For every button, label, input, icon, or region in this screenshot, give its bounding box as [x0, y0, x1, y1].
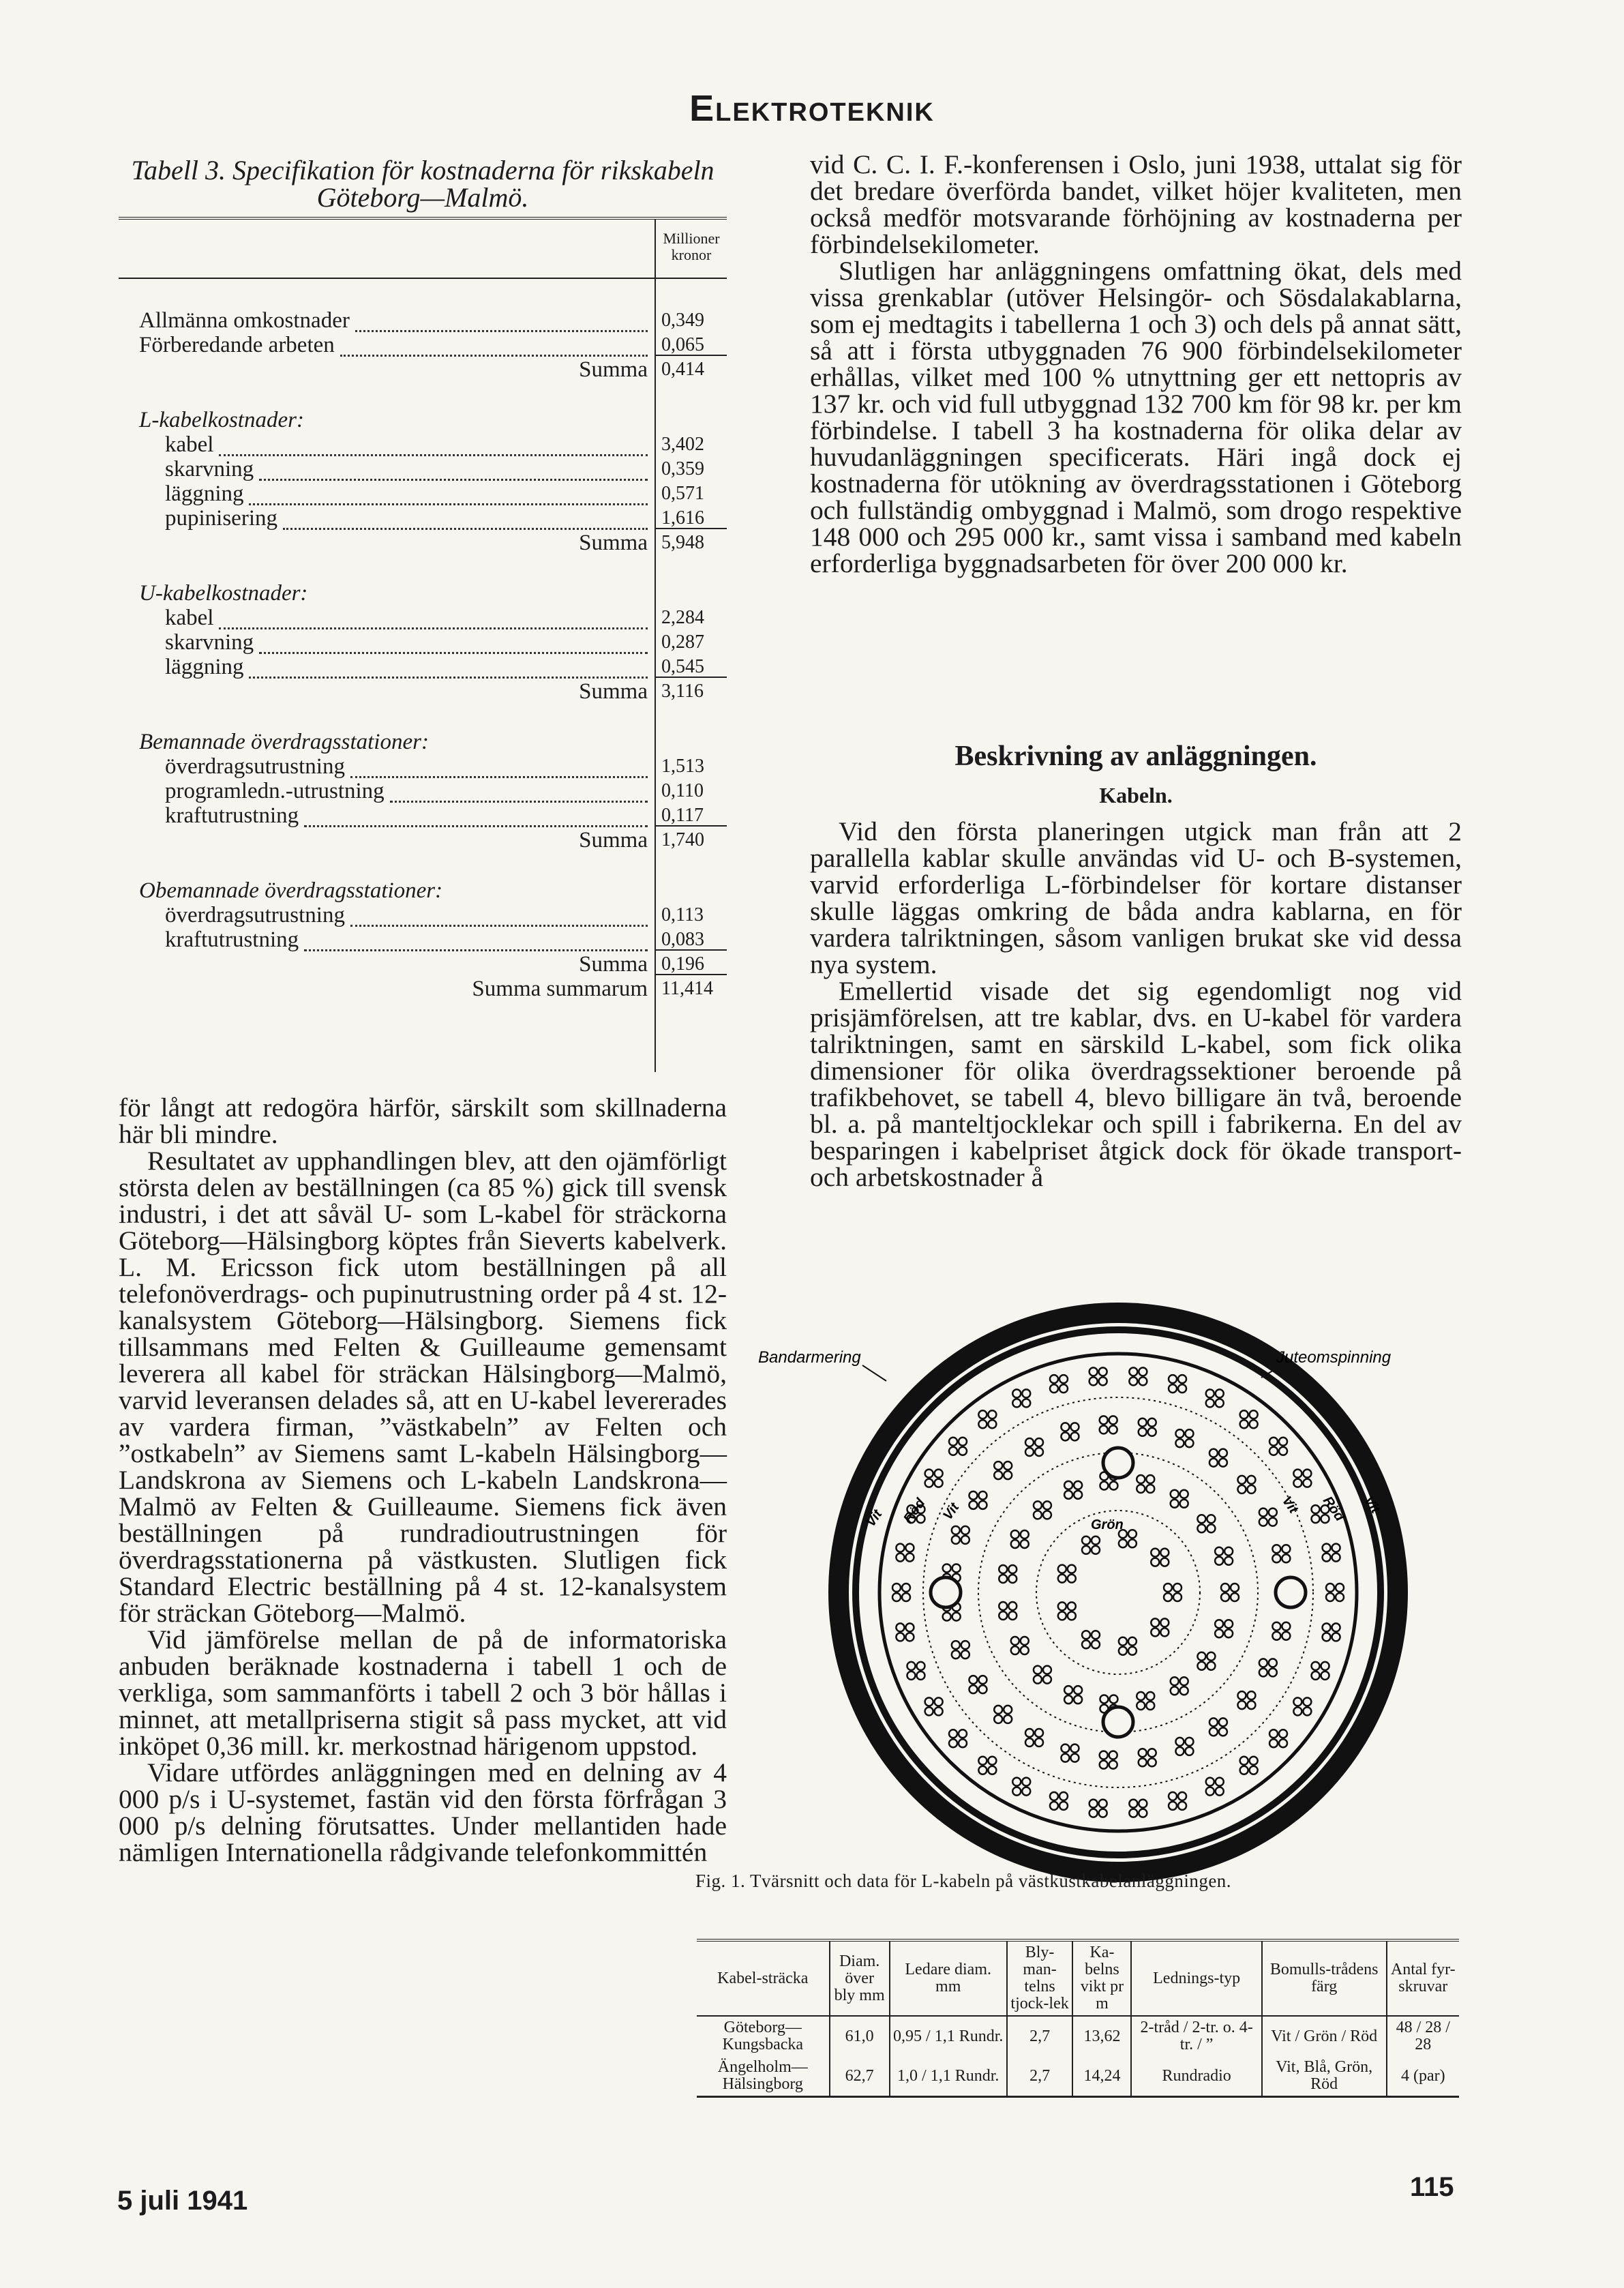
- cost-value: 0,414: [661, 359, 704, 380]
- page-header: Elektroteknik: [689, 88, 935, 129]
- cell-vikt: 14,24: [1072, 2056, 1131, 2097]
- leader-dots: [259, 632, 648, 654]
- cost-row: [119, 927, 727, 952]
- pair-marker-bottom: [1103, 1707, 1133, 1737]
- cost-sum-label: Summa: [579, 952, 648, 977]
- color-label-vit-3: Vit: [1278, 1494, 1302, 1517]
- cost-row: [119, 977, 727, 1001]
- cost-row: [119, 630, 727, 655]
- col-vikt: Ka-belns vikt pr m: [1072, 1940, 1131, 2016]
- col-ledningstyp: Lednings-typ: [1131, 1940, 1261, 2016]
- cell-vikt: 13,62: [1072, 2016, 1131, 2056]
- cable-data-table: [697, 1939, 1459, 2098]
- sum-rule: [655, 825, 727, 827]
- cell-blymantel: 2,7: [1007, 2056, 1073, 2097]
- cost-label: kabel: [165, 432, 214, 457]
- cost-row: [119, 506, 727, 531]
- col-diam: Diam. över bly mm: [830, 1940, 890, 2016]
- footer-page-number: 115: [1410, 2172, 1454, 2202]
- figure-caption: Fig. 1. Tvärsnitt och data för L-kabeln på västkustkabelanläggningen.: [695, 1871, 1232, 1891]
- cable-cross-section-figure: [743, 1289, 1493, 1903]
- cost-table-unit: [657, 231, 725, 263]
- sum-rule: [655, 355, 727, 356]
- cost-label: läggning: [165, 655, 244, 679]
- unit-line2: kronor: [671, 246, 712, 263]
- table-row: [697, 2056, 1459, 2097]
- sum-rule: [655, 677, 727, 678]
- cost-row: [119, 357, 727, 382]
- cost-label: Allmänna omkostnader: [139, 308, 350, 333]
- leader-dots: [390, 780, 648, 803]
- cost-section-label: Bemannade överdragsstationer:: [139, 730, 429, 754]
- pair-marker-right: [1276, 1577, 1306, 1607]
- left-column-text: [119, 1095, 727, 1866]
- cost-row: [119, 457, 727, 481]
- leader-dots: [249, 483, 648, 505]
- right-column-text: [810, 151, 1462, 577]
- cost-label: pupinisering: [165, 506, 277, 531]
- pair-marker-top: [1103, 1448, 1133, 1478]
- color-label-rod-1: Röd: [901, 1496, 929, 1526]
- cost-label: kraftutrustning: [165, 803, 299, 828]
- section-text: [810, 818, 1462, 1191]
- left-paragraph-2: Resultatet av upphandlingen blev, att den ojämförligt största delen av beställningen (ca 85 %) gick till svensk industri, i det att såväl U- som L-kabel för sträckorna Göteborg—Hälsingborg köptes från Sieverts kabelverk. L. M. Ericsson fick utom beställningen på all telefonöverdrags- och pupinutrustning order på 4 st. 12-kanalsystem Göteborg—Hälsingborg. Siemens fick tillsammans med Felten & Guilleaume gemensamt leverera all kabel för sträckan Hälsingborg—Malmö, varvid leveransen delades så, att en U-kabel levererades av vardera firman, ”västkabeln” av Felten och ”ostkabeln” av Siemens samt L-kabeln Hälsingborg—Landskrona av Siemens och L-kabeln Landskrona—Malmö av Felten & Guilleaume. Siemens fick även beställningen på rundradioutrustningen för överdragsstationerna på västkusten. Slutligen fick Standard Electric beställning på 4 st. 12-kanalsystem för sträckan Göteborg—Malmö.: [119, 1146, 727, 1628]
- cost-value: 1,513: [661, 756, 704, 777]
- cost-label: överdragsutrustning: [165, 903, 345, 927]
- label-bandarmering: Bandarmering: [758, 1348, 861, 1367]
- cost-value: 0,196: [661, 953, 704, 975]
- cost-row: [119, 878, 727, 903]
- cost-value: 0,349: [661, 310, 704, 331]
- left-paragraph-3: Vid jämförelse mellan de på de informatoriska anbuden beräknade kostnaderna i tabell 1 och de verkliga, som sammanförts i tabell 2 och 3 bör hållas i minnet, att metallpriserna stigit så pass mycket, att vid inköpet 0,36 mill. kr. merkostnad härigenom uppstod.: [119, 1624, 727, 1761]
- cost-label: läggning: [165, 481, 244, 506]
- cost-value: 0,083: [661, 929, 704, 950]
- cost-value: 0,359: [661, 458, 704, 479]
- cost-value: 0,110: [661, 780, 704, 801]
- cost-row: [119, 730, 727, 754]
- cost-value: 0,113: [661, 904, 704, 925]
- leader-dots: [355, 310, 648, 332]
- cell-ledningstyp: 2-tråd / 2-tr. o. 4-tr. / ”: [1131, 2016, 1261, 2056]
- cost-row: [119, 308, 727, 333]
- cost-row: [119, 606, 727, 630]
- section-paragraph-1: Vid den första planeringen utgick man från att 2 parallella kablar skulle användas vid U- och B-systemen, varvid erforderliga L-förbindelser för kortare distanser skulle läggas omkring de båda andra kablarna, en för vardera talriktningen, såsom vanligen brukat ske vid dessa nya system.: [810, 816, 1462, 979]
- sum-rule: [655, 528, 727, 529]
- left-paragraph-4: Vidare utfördes anläggningen med en delning av 4 000 p/s i U-systemet, fastän vid den första förfrågan 3 000 p/s delning förutsattes. Under mellantiden hade nämligen Internationella rådgivande telefonkommittén: [119, 1757, 727, 1867]
- section-heading: Beskrivning av anläggningen.: [954, 741, 1317, 772]
- cost-value: 0,117: [661, 805, 704, 826]
- color-label-vit-1: Vit: [863, 1506, 886, 1530]
- cost-row: [119, 333, 727, 357]
- leader-dots: [350, 756, 648, 778]
- cost-row: [119, 655, 727, 679]
- section-paragraph-2: Emellertid visade det sig egendomligt nog vid prisjämförelsen, att tre kablar, dvs. en U-kabel för vardera talriktningen, samt en särskild L-kabel, som fick olika dimensioner för olika överdragssektioner beroende på trafikbehovet, se tabell 4, blevo billigare än två, beroende bl. a. på manteltjocklekar och spill i fabrikerna. En del av besparingen i kabelpriset åtgick dock för ökade transport- och arbetskostnader å: [810, 976, 1462, 1192]
- leader-dots: [350, 904, 648, 927]
- cost-table-header: [119, 220, 727, 279]
- cell-ledare: 1,0 / 1,1 Rundr.: [890, 2056, 1007, 2097]
- table-header-row: [697, 1940, 1459, 2016]
- cost-label: kraftutrustning: [165, 927, 299, 952]
- col-ledare: Ledare diam. mm: [890, 1940, 1007, 2016]
- leader-dots: [259, 458, 648, 481]
- cost-row: [119, 903, 727, 927]
- cost-row: [119, 803, 727, 828]
- cost-row: [119, 754, 727, 779]
- cost-value: 0,065: [661, 334, 704, 355]
- cost-section-label: Obemannade överdragsstationer:: [139, 878, 443, 903]
- cell-diam: 61,0: [830, 2016, 890, 2056]
- table-row: [697, 2016, 1459, 2056]
- pair-marker-left: [931, 1577, 961, 1607]
- col-fyrskruvar: Antal fyr-skruvar: [1387, 1940, 1459, 2016]
- left-paragraph-1: för långt att redogöra härför, särskilt som skillnaderna här bli mindre.: [119, 1093, 727, 1149]
- label-juteomspinning: Juteomspinning: [1276, 1348, 1392, 1367]
- cost-value: 1,740: [661, 829, 704, 850]
- cell-fyrskruvar: 4 (par): [1387, 2056, 1459, 2097]
- color-label-rod-2: Röd: [1319, 1494, 1348, 1524]
- cost-value: 3,402: [661, 434, 704, 455]
- cell-strecka: Göteborg—Kungsbacka: [722, 2019, 804, 2053]
- sum-rule: [655, 949, 727, 951]
- cost-row: [119, 481, 727, 506]
- leader-dots: [249, 656, 648, 679]
- leader-dots: [304, 805, 648, 827]
- cost-label: skarvning: [165, 630, 254, 655]
- section-subheading: Kabeln.: [1099, 783, 1173, 807]
- cost-sum-label: Summa: [579, 679, 648, 704]
- cell-ledningstyp: Rundradio: [1131, 2056, 1261, 2097]
- cost-row: [119, 432, 727, 457]
- cost-row: [119, 679, 727, 704]
- cost-label: kabel: [165, 606, 214, 630]
- cost-row: [119, 779, 727, 803]
- table3-caption: [95, 157, 750, 211]
- table3-caption-line2: Göteborg—Malmö.: [316, 182, 529, 213]
- cost-value: 1,616: [661, 507, 704, 529]
- cost-section-label: L-kabelkostnader:: [139, 408, 304, 432]
- right-paragraph-2: Slutligen har anläggningens omfattning ökat, dels med vissa grenkablar (utöver Helsingör- och Sösdalakablarna, som ej medtagits i tabellerna 1 och 3) och dels på annat sätt, så att i första utbyggnaden 76 900 förbindelsekilometer erhållas, vilket med 100 % utnyttning ger ett nettopris av 137 kr. och vid full utbyggnad 132 700 km för 98 kr. per km förbindelse. I tabell 3 ha kostnaderna för olika delar av huvudanläggningen specificerats. Häri ingå dock ej kostnaderna för utökning av överdragsstationen i Göteborg och fullständig ombyggnad i Malmö, som drogo respektive 148 000 och 295 000 kr., samt vissa i samband med kabeln erforderliga byggnadsarbeten för över 200 000 kr.: [810, 256, 1462, 578]
- cost-sum-label: Summa: [579, 531, 648, 555]
- leader-dots: [304, 929, 648, 951]
- footer-date: 5 juli 1941: [117, 2186, 248, 2216]
- leader-line-left: [862, 1365, 886, 1381]
- col-blymantel: Bly-man-telns tjock-lek: [1007, 1940, 1073, 2016]
- leader-dots: [219, 607, 648, 629]
- cost-label: Förberedande arbeten: [139, 333, 335, 357]
- cell-strecka: Ängelholm—Hälsingborg: [717, 2058, 808, 2093]
- color-label-gron: Grön: [1091, 1517, 1124, 1532]
- cost-row: [119, 828, 727, 852]
- cell-fyrskruvar: 48 / 28 / 28: [1387, 2016, 1459, 2056]
- cost-section-label: U-kabelkostnader:: [139, 581, 308, 606]
- cost-sum-label: Summa: [579, 828, 648, 852]
- cell-blymantel: 2,7: [1007, 2016, 1073, 2056]
- cost-row: [119, 531, 727, 555]
- cost-sum-label: Summa: [579, 357, 648, 382]
- cost-value: 0,545: [661, 656, 704, 677]
- leader-dots: [340, 334, 648, 357]
- cell-farg: Vit, Blå, Grön, Röd: [1262, 2056, 1387, 2097]
- unit-line1: Millioner: [663, 230, 720, 247]
- sum-rule: [655, 974, 727, 975]
- cost-value: 11,414: [661, 978, 713, 999]
- color-label-vit-2: Vit: [940, 1500, 963, 1523]
- cost-label: överdragsutrustning: [165, 754, 345, 779]
- cost-value: 2,284: [661, 607, 704, 628]
- cost-value: 0,287: [661, 632, 704, 653]
- cell-ledare: 0,95 / 1,1 Rundr.: [890, 2016, 1007, 2056]
- right-paragraph-1: vid C. C. I. F.-konferensen i Oslo, juni 1938, uttalat sig för det bredare överförda bandet, vilket höjer kvaliteten, men också medför motsvarande förhöjning av kostnaderna per förbindelsekilometer.: [810, 149, 1462, 259]
- cost-row: [119, 952, 727, 977]
- cost-value: 0,571: [661, 483, 704, 504]
- cost-row: [119, 581, 727, 606]
- cost-value: 5,948: [661, 532, 704, 553]
- cell-farg: Vit / Grön / Röd: [1262, 2016, 1387, 2056]
- cost-sum-label: Summa summarum: [472, 977, 648, 1001]
- table3-caption-line1: Tabell 3. Specifikation för kostnaderna för rikskabeln: [131, 155, 715, 185]
- cost-label: skarvning: [165, 457, 254, 481]
- cost-label: programledn.-utrustning: [165, 779, 385, 803]
- cost-table: [119, 217, 727, 1072]
- leader-dots: [219, 434, 648, 456]
- cell-diam: 62,7: [830, 2056, 890, 2097]
- col-kabelstracka: Kabel-sträcka: [717, 1969, 809, 1987]
- color-label-vit-4: Vit: [1360, 1494, 1383, 1517]
- cost-value: 3,116: [661, 681, 704, 702]
- leader-dots: [283, 507, 648, 530]
- col-farg: Bomulls-trådens färg: [1262, 1940, 1387, 2016]
- cost-row: [119, 408, 727, 432]
